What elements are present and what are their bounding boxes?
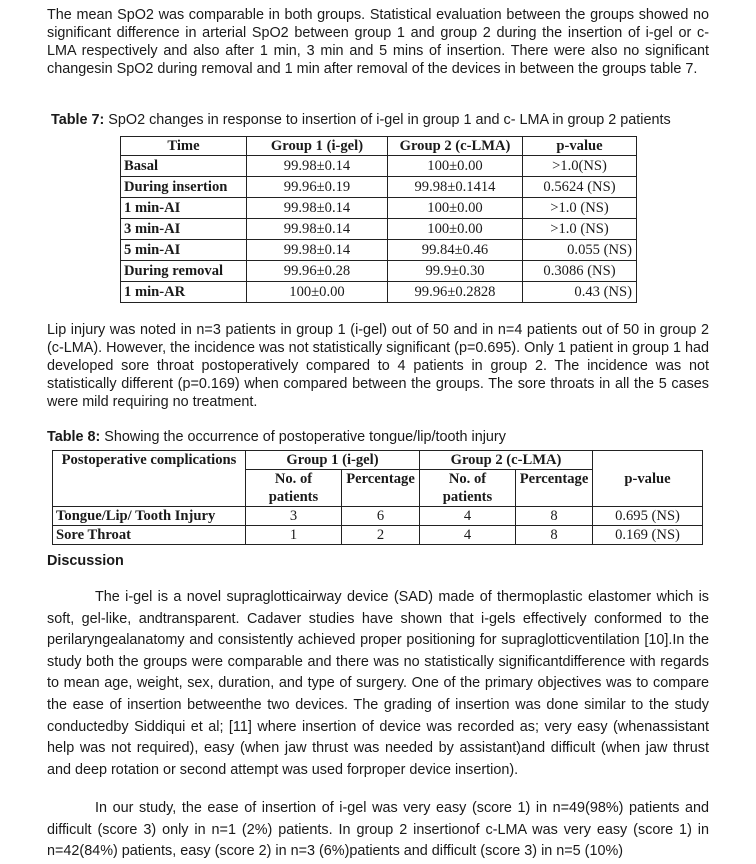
table-7-row-label: During insertion bbox=[121, 177, 247, 198]
table-cell: 0.169 (NS) bbox=[593, 526, 703, 545]
table-row bbox=[121, 282, 637, 303]
table-7-caption bbox=[51, 112, 671, 128]
table-8-caption-label: Table 8: bbox=[47, 429, 101, 445]
table-row bbox=[121, 240, 637, 261]
table-cell: 0.695 (NS) bbox=[593, 507, 703, 526]
table-cell: 8 bbox=[516, 507, 593, 526]
table-row bbox=[121, 177, 637, 198]
table-cell: 99.96±0.19 bbox=[247, 177, 388, 198]
table-7 bbox=[120, 136, 637, 303]
table-cell: 99.96±0.28 bbox=[247, 261, 388, 282]
table-7-row-label: 1 min-AR bbox=[121, 282, 247, 303]
table-7-header-cell: Time bbox=[121, 137, 247, 156]
table-cell: 2 bbox=[342, 526, 420, 545]
table-cell: 99.98±0.14 bbox=[247, 219, 388, 240]
table-cell: 99.98±0.14 bbox=[247, 156, 388, 177]
discussion-heading: Discussion bbox=[47, 553, 124, 569]
table-7-row-label: During removal bbox=[121, 261, 247, 282]
table-8-caption-text: Showing the occurrence of postoperative tongue/lip/tooth injury bbox=[100, 429, 506, 445]
table-row bbox=[121, 156, 637, 177]
table-8-caption bbox=[47, 429, 506, 445]
table-cell: 100±0.00 bbox=[388, 198, 523, 219]
table-row bbox=[53, 507, 703, 526]
table-7-header-cell: p-value bbox=[523, 137, 637, 156]
table-7-row-label: 3 min-AI bbox=[121, 219, 247, 240]
table-8-subheader-pct: Percentage bbox=[342, 470, 420, 507]
table-cell: 0.43 (NS) bbox=[523, 282, 637, 303]
table-8-subheader-no: No. of patients bbox=[246, 470, 342, 507]
table-7-row-label: 5 min-AI bbox=[121, 240, 247, 261]
table-7-caption-label: Table 7: bbox=[51, 112, 105, 128]
table-8-row-label: Tongue/Lip/ Tooth Injury bbox=[53, 507, 246, 526]
table-7-row-label: Basal bbox=[121, 156, 247, 177]
table-row bbox=[53, 526, 703, 545]
table-cell: >1.0 (NS) bbox=[523, 198, 637, 219]
table-cell: 99.98±0.1414 bbox=[388, 177, 523, 198]
table-row bbox=[121, 198, 637, 219]
table-cell: 0.055 (NS) bbox=[523, 240, 637, 261]
table-row bbox=[121, 261, 637, 282]
table-row bbox=[121, 219, 637, 240]
table-7-row-label: 1 min-AI bbox=[121, 198, 247, 219]
table-8-subheader-pct: Percentage bbox=[516, 470, 593, 507]
table-cell: 99.98±0.14 bbox=[247, 240, 388, 261]
table-cell: 100±0.00 bbox=[388, 156, 523, 177]
table-cell: 0.3086 (NS) bbox=[523, 261, 637, 282]
table-8 bbox=[52, 450, 703, 545]
table-7-header-cell: Group 2 (c-LMA) bbox=[388, 137, 523, 156]
table-cell: 99.96±0.2828 bbox=[388, 282, 523, 303]
table-8-header-complications: Postoperative complications bbox=[53, 451, 246, 507]
table-cell: 6 bbox=[342, 507, 420, 526]
table-7-caption-text: SpO2 changes in response to insertion of i-gel in group 1 and c- LMA in group 2 patients bbox=[104, 112, 671, 128]
table-cell: 4 bbox=[420, 507, 516, 526]
table-cell: 100±0.00 bbox=[388, 219, 523, 240]
paragraph-lip-injury: Lip injury was noted in n=3 patients in group 1 (i-gel) out of 50 and in n=4 patients out of 50 in group 2 (c-LMA). However, the incidence was not statistically significant (p=0.695). Only 1 patient in group 1 had developed sore throat postoperatively compared to 4 patients in group 2. The incidence was not statistically different (p=0.169) when compared between the groups. The sore throats in all the 5 cases were mild requiring no treatment. bbox=[47, 322, 709, 410]
table-cell: >1.0 (NS) bbox=[523, 219, 637, 240]
table-cell: 1 bbox=[246, 526, 342, 545]
table-8-header-pvalue: p-value bbox=[593, 451, 703, 507]
table-7-header-row bbox=[121, 137, 637, 156]
table-8-subheader-no: No. of patients bbox=[420, 470, 516, 507]
table-8-header-group1: Group 1 (i-gel) bbox=[246, 451, 420, 470]
table-cell: 4 bbox=[420, 526, 516, 545]
paragraph-spo2-summary: The mean SpO2 was comparable in both groups. Statistical evaluation between the groups showed no significant difference in arterial SpO2 between group 1 and group 2 during the insertion of i-gel or c-LMA respectively and also after 1 min, 3 min and 5 mins of insertion. There were also no significant changesin SpO2 during removal and 1 min after removal of the devices in between the groups table 7. bbox=[47, 7, 709, 77]
table-8-header-row bbox=[53, 451, 703, 470]
table-cell: >1.0(NS) bbox=[523, 156, 637, 177]
table-8-header-group2: Group 2 (c-LMA) bbox=[420, 451, 593, 470]
table-8-row-label: Sore Throat bbox=[53, 526, 246, 545]
paragraph-discussion-1: The i-gel is a novel supraglotticairway device (SAD) made of thermoplastic elastomer which is soft, gel-like, andtransparent. Cadaver studies have shown that i-gels effectively conformed to the perilaryngealanatomy and consistently achieved proper positioning for supraglotticventilation [10].In the study both the groups were comparable and there was no statistically significantdifference with regards to mean age, weight, sex, duration, and type of surgery. One of the primary objectives was to compare the ease of insertion betweenthe two devices. The grading of insertion was done similar to the study conductedby Siddiqui et al; [11] where insertion of device was recorded as; very easy (whenassistant help was not required), easy (when jaw thrust was needed by assistant)and difficult (when jaw thrust and deep rotation or second attempt was used forproper device insertion). bbox=[47, 589, 709, 778]
table-cell: 3 bbox=[246, 507, 342, 526]
table-cell: 100±0.00 bbox=[247, 282, 388, 303]
table-cell: 99.84±0.46 bbox=[388, 240, 523, 261]
table-cell: 99.98±0.14 bbox=[247, 198, 388, 219]
table-cell: 0.5624 (NS) bbox=[523, 177, 637, 198]
table-cell: 8 bbox=[516, 526, 593, 545]
table-cell: 99.9±0.30 bbox=[388, 261, 523, 282]
table-7-header-cell: Group 1 (i-gel) bbox=[247, 137, 388, 156]
paragraph-discussion-2: In our study, the ease of insertion of i-gel was very easy (score 1) in n=49(98%) patients and difficult (score 3) only in n=1 (2%) patients. In group 2 insertionof c-LMA was very easy (score 1) in n=42(84%) patients, easy (score 2) in n=3 (6%)patients and difficult (score 3) in n=5 (10%) bbox=[47, 800, 709, 860]
